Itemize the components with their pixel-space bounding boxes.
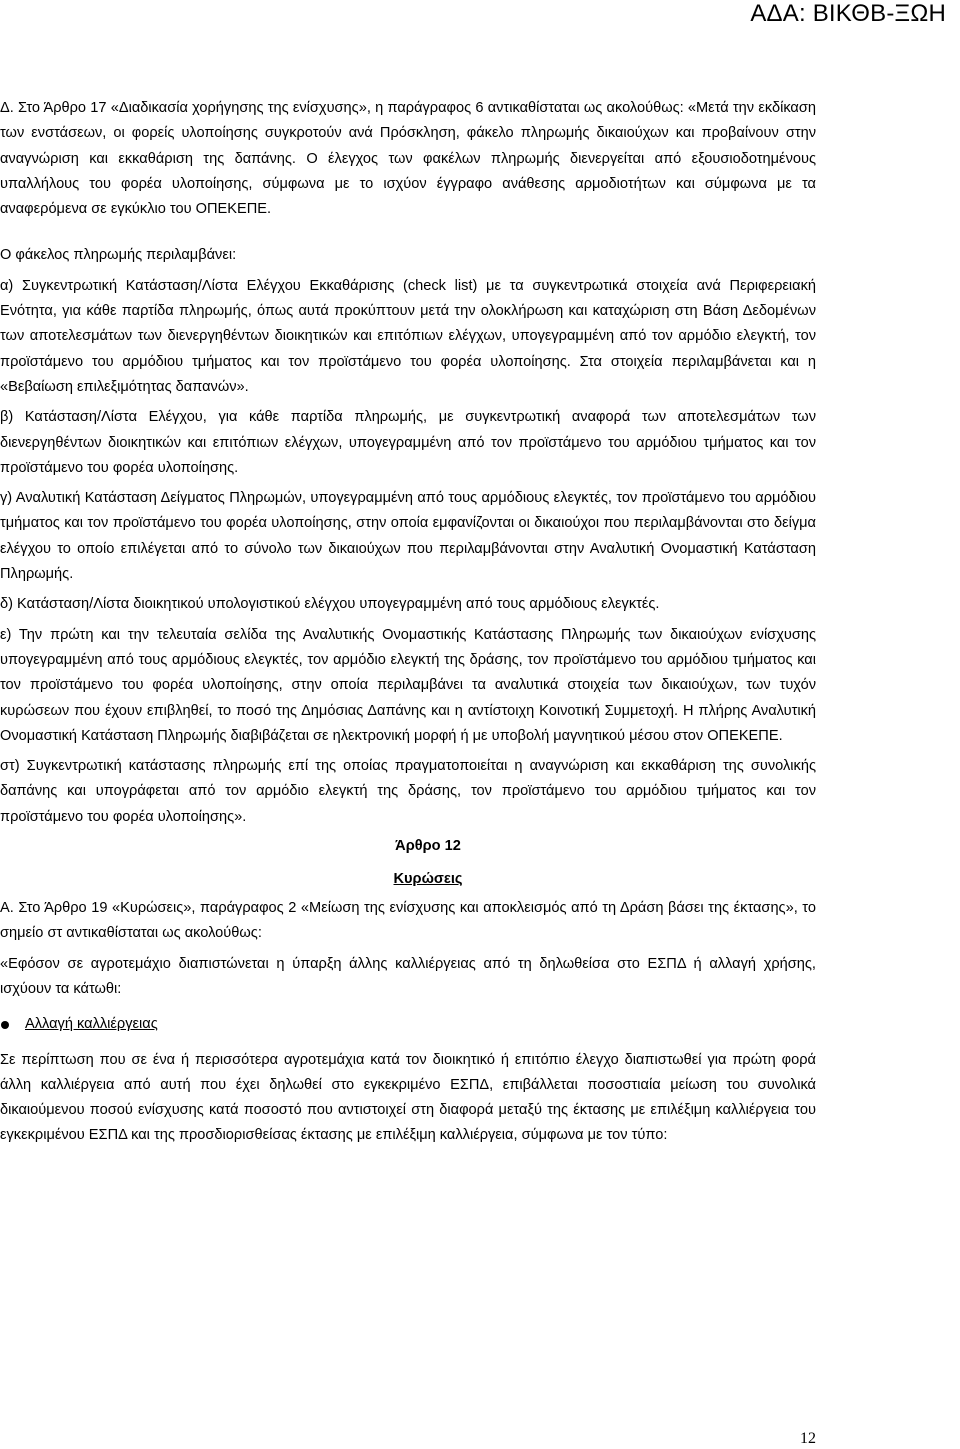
- paragraph-d-intro: Δ. Στο Άρθρο 17 «Διαδικασία χορήγησης της ενίσχυσης», η παράγραφος 6 αντικαθίσταται ως ακολούθως: «Μετά την εκδίκαση των ενστάσεων, οι φορείς υλοποίησης συγκροτούν ανά Πρόσκληση, φάκελο πληρωμής δικαιούχων και προβαίνουν στην αναγνώριση και εκκαθάριση της δαπάνης. Ο έλεγχος των φακέλων πληρωμής διενεργείται από εξουσιοδοτημένους υπαλλήλους του φορέα υλοποίησης, σύμφωνα με το ισχύον έγγραφο ανάθεσης αρμοδιοτήτων και σύμφωνα με τα αναφερόμενα σε εγκύκλιο του ΟΠΕΚΕΠΕ.: [0, 100, 816, 218]
- list-item-b: β) Κατάσταση/Λίστα Ελέγχου, για κάθε παρτίδα πληρωμής, με συγκεντρωτική αναφορά των αποτελεσμάτων των διενεργηθέντων διοικητικών και επιτόπιων ελέγχων, υπογεγραμμένη από τον προϊστάμενο του αρμόδιου τμήματος και τον προϊστάμενο του φορέα υλοποίησης.: [0, 409, 816, 476]
- paragraph-case-text: Σε περίπτωση που σε ένα ή περισσότερα αγροτεμάχια κατά τον διοικητικό ή επιτόπιο έλεγχο διαπιστωθεί για πρώτη φορά άλλη καλλιέργεια από αυτή που έχει δηλωθεί στο εγκεκριμένο ΕΣΠΔ, επιβάλλεται ποσοστιαία μείωση του συνολικά δικαιούμενου ποσού ενίσχυσης κατά ποσοστό που αντιστοιχεί στη διαφορά μεταξύ της έκτασης με επιλέξιμη καλλιέργεια του εγκεκριμένου ΕΣΠΔ και της προσδιορισθείσας έκτασης με επιλέξιμη καλλιέργεια, σύμφωνα με τον τύπο:: [0, 1051, 816, 1144]
- bullet-item: [0, 1012, 816, 1037]
- ada-code-header: ΑΔΑ: ΒΙΚΘΒ-ΞΩΗ: [750, 0, 946, 27]
- bullet-dot-icon: [1, 1021, 9, 1029]
- list-item-a: α) Συγκεντρωτική Κατάσταση/Λίστα Ελέγχου Εκκαθάρισης (check list) με τα συγκεντρωτικά στοιχεία ανά Περιφερειακή Ενότητα, για κάθε παρτίδα πληρωμής, όπως αυτά προκύπτουν μετά την ολοκλήρωση και καταχώριση στη Βάση Δεδομένων των αποτελεσμάτων των διενεργηθέντων διοικητικών και επιτόπιων ελέγχων, υπογεγραμμένη από τον αρμόδιο ελεγκτή, τον προϊστάμενο του αρμόδιου τμήματος και τον προϊστάμενο του φορέα υλοποίησης. Στα στοιχεία περιλαμβάνεται και η «Βεβαίωση επιλεξιμότητας δαπανών».: [0, 277, 816, 395]
- paragraph-a-intro: Α. Στο Άρθρο 19 «Κυρώσεις», παράγραφος 2 «Μείωση της ενίσχυσης και αποκλεισμός από τη Δράση βάσει της έκτασης», το σημείο στ αντικαθίσταται ως ακολούθως:: [0, 900, 816, 942]
- bullet-label: Αλλαγή καλλιέργειας: [25, 1016, 158, 1033]
- list-item-st: στ) Συγκεντρωτική κατάστασης πληρωμής επί της οποίας πραγματοποιείται η αναγνώριση και εκκαθάριση της συνολικής δαπάνης και υπογράφεται από τον αρμόδιο ελεγκτή της δράσης, τον προϊστάμενο του αρμόδιου τμήματος και τον προϊστάμενο του φορέα υλοποίησης».: [0, 758, 816, 825]
- list-item-e: ε) Την πρώτη και την τελευταία σελίδα της Αναλυτικής Ονομαστικής Κατάστασης Πληρωμής των δικαιούχων ενίσχυσης υπογεγραμμένη από τους αρμόδιους ελεγκτές, τον αρμόδιο ελεγκτή της δράσης, τον προϊστάμενο του αρμόδιου τμήματος και τον προϊστάμενο του φορέα υλοποίησης, στην οποία περιλαμβάνει τα αναλυτικά στοιχεία των δικαιούχων, των τυχόν κυρώσεων που έχουν επιβληθεί, το ποσό της Δημόσιας Δαπάνης και η αντίστοιχη Κοινοτική Συμμετοχή. Η πλήρης Αναλυτική Ονομαστική Κατάσταση Πληρωμής διαβιβάζεται σε ηλεκτρονική μορφή ή με υποβολή μαγνητικού μέσου στον ΟΠΕΚΕΠΕ.: [0, 626, 816, 744]
- list-item-c: γ) Αναλυτική Κατάσταση Δείγματος Πληρωμών, υπογεγραμμένη από τους αρμόδιους ελεγκτές, τον προϊστάμενο του αρμόδιου τμήματος και τον προϊστάμενο του φορέα υλοποίησης, στην οποία εμφανίζονται οι δικαιούχοι που περιλαμβάνονται στο δείγμα ελέγχου το οποίο επιλέγεται από το σύνολο των δικαιούχων που περιλαμβάνονται στην Αναλυτική Ονομαστική Κατάσταση Πληρωμής.: [0, 490, 816, 583]
- article-number: Άρθρο 12: [395, 838, 461, 855]
- paragraph-folder-contains: Ο φάκελος πληρωμής περιλαμβάνει:: [0, 247, 237, 264]
- list-item-d: δ) Κατάσταση/Λίστα διοικητικού υπολογιστικού ελέγχου υπογεγραμμένη από τους αρμόδιους ελεγκτές.: [0, 596, 660, 613]
- article-title-text: Κυρώσεις: [393, 871, 463, 888]
- article-title: [0, 863, 816, 896]
- paragraph-quote-intro: «Εφόσον σε αγροτεμάχιο διαπιστώνεται η ύπαρξη άλλης καλλιέργειας από τη δηλωθείσα στο ΕΣΠΔ ή αλλαγή χρήσης, ισχύουν τα κάτωθι:: [0, 955, 816, 997]
- document-body: [0, 96, 816, 1149]
- page-number: 12: [800, 1430, 816, 1447]
